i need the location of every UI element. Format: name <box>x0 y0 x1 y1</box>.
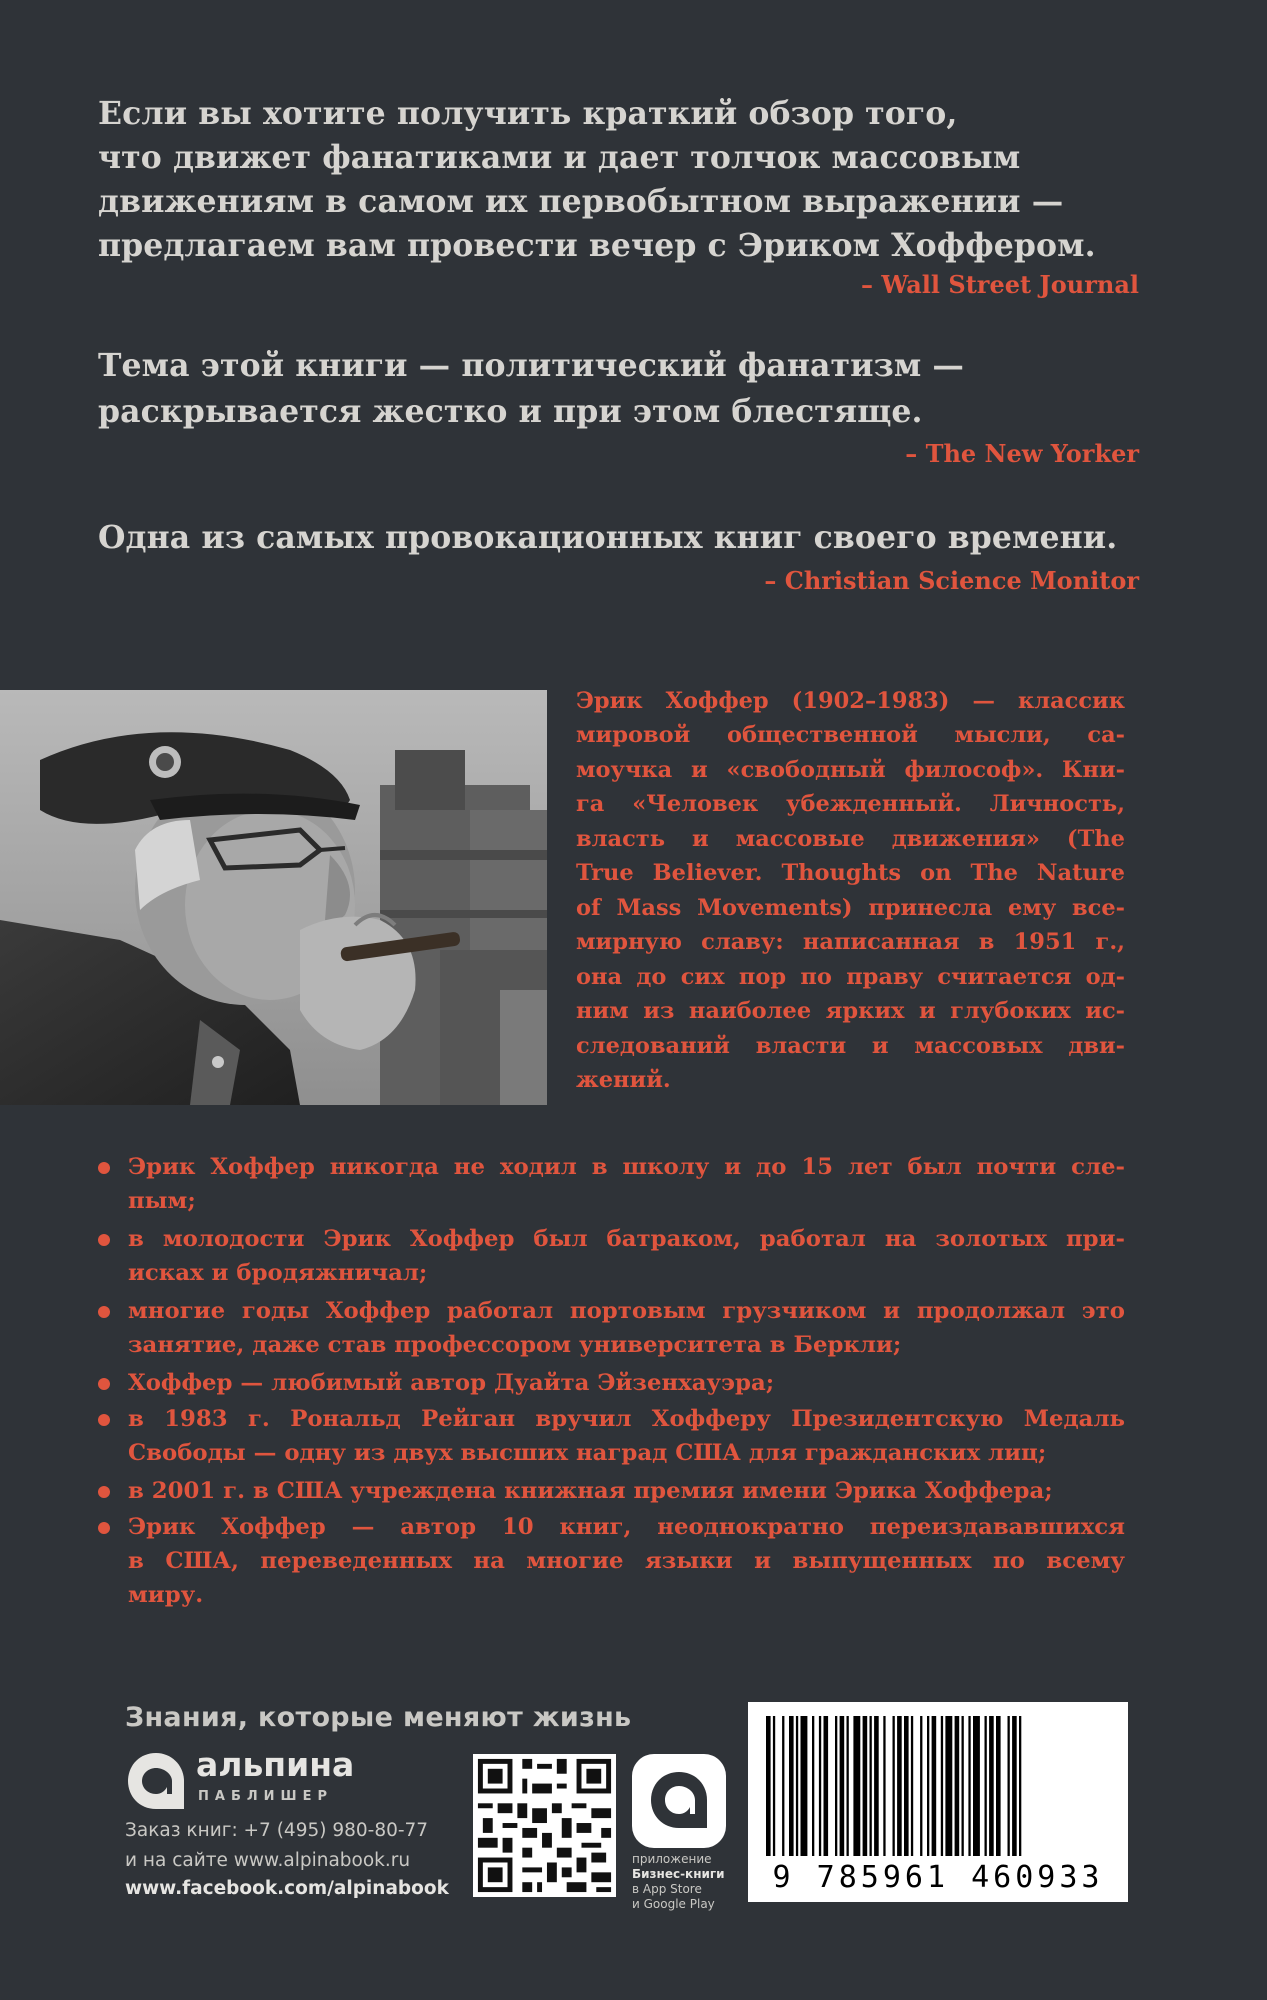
barcode-bar <box>962 1716 964 1856</box>
barcode-bar <box>782 1716 784 1856</box>
fact-line: миру. <box>128 1582 204 1608</box>
bio-line: True Believer. Thoughts on The Nature <box>576 860 1125 886</box>
fact-line: занятие, даже став профессором университета в Беркли; <box>128 1332 902 1358</box>
bullet-icon <box>98 1234 110 1246</box>
bio-line: ним из наиболее ярких и глубоких ис- <box>576 998 1125 1024</box>
bio-line: власть и массовые движения» (The <box>576 826 1125 852</box>
quote-line: раскрывается жестко и при этом блестяще. <box>98 393 923 430</box>
barcode-bar <box>955 1716 960 1856</box>
quote-line: Одна из самых провокационных книг своего времени. <box>98 519 1118 556</box>
barcode-bar <box>812 1716 814 1856</box>
app-store-label: в App Store <box>632 1882 702 1896</box>
barcode-bar <box>904 1716 909 1856</box>
bio-line: она до сих пор по праву считается од- <box>576 964 1125 990</box>
app-label: приложение <box>632 1852 712 1866</box>
barcode-bar <box>985 1716 987 1856</box>
publisher-name: альпина <box>196 1745 355 1784</box>
barcode-bar <box>874 1716 879 1856</box>
barcode-bar <box>863 1716 868 1856</box>
fact-line: пым; <box>128 1188 196 1214</box>
barcode-bar <box>897 1716 902 1856</box>
barcode-bar <box>932 1716 937 1856</box>
isbn-barcode <box>748 1702 1128 1902</box>
barcode-bar <box>989 1716 994 1856</box>
bio-line: моучка и «свободный философ». Кни- <box>576 757 1125 783</box>
barcode-bar <box>893 1716 895 1856</box>
fact-line: Эрик Хоффер — автор 10 книг, неоднократно переиздававшихся <box>128 1514 1125 1540</box>
business-books-app-icon <box>632 1754 726 1848</box>
barcode-bar <box>766 1716 771 1856</box>
barcode-bar <box>996 1716 1001 1856</box>
author-photo <box>0 690 547 1105</box>
barcode-bar <box>968 1716 970 1856</box>
fact-line: многие годы Хоффер работал портовым грузчиком и продолжал это <box>128 1298 1125 1324</box>
barcode-bar <box>796 1716 798 1856</box>
fact-line: Свободы — одну из двух высших наград США для гражданских лиц; <box>128 1440 1047 1466</box>
barcode-bar <box>941 1716 943 1856</box>
quote-source: – Christian Science Monitor <box>764 566 1139 595</box>
order-phone: Заказ книг: +7 (495) 980-80-77 <box>125 1820 429 1841</box>
bullet-icon <box>98 1378 110 1390</box>
alpina-logo-icon <box>125 1750 187 1812</box>
barcode-bar <box>819 1716 821 1856</box>
bio-line: мирную славу: написанная в 1951 г., <box>576 929 1125 955</box>
order-site: и на сайте www.alpinabook.ru <box>125 1850 411 1871</box>
bio-line: следований власти и массовых дви- <box>576 1033 1125 1059</box>
barcode-bar <box>801 1716 808 1856</box>
facebook-link: www.facebook.com/alpinabook <box>125 1878 449 1899</box>
bullet-icon <box>98 1486 110 1498</box>
bio-line: га «Человек убежденный. Личность, <box>576 791 1125 817</box>
fact-line: в США, переведенных на многие языки и выпущенных по всему <box>128 1548 1125 1574</box>
barcode-bar <box>927 1716 929 1856</box>
publisher-tagline: Знания, которые меняют жизнь <box>125 1702 632 1733</box>
fact-line: в 1983 г. Рональд Рейган вручил Хофферу Президентскую Медаль <box>128 1406 1125 1432</box>
bullet-icon <box>98 1162 110 1174</box>
barcode-bar <box>870 1716 872 1856</box>
barcode-bar <box>853 1716 860 1856</box>
fact-line: исках и бродяжничал; <box>128 1260 428 1286</box>
app-name: Бизнес-книги <box>632 1867 725 1881</box>
barcode-bars <box>748 1702 1128 1862</box>
barcode-bar <box>883 1716 885 1856</box>
barcode-bar <box>920 1716 922 1856</box>
bullet-icon <box>98 1414 110 1426</box>
bio-line: Эрик Хоффер (1902–1983) — классик <box>576 688 1125 714</box>
quote-source: – Wall Street Journal <box>861 270 1139 299</box>
barcode-bar <box>1012 1716 1017 1856</box>
barcode-bar <box>773 1716 775 1856</box>
barcode-bar <box>835 1716 837 1856</box>
quote-line: что движет фанатиками и дает толчок массовым <box>98 139 1021 176</box>
quote-line: движениям в самом их первобытном выражении — <box>98 183 1064 220</box>
qr-code-icon <box>473 1754 616 1897</box>
bio-line: of Mass Movements) принесла ему все- <box>576 895 1125 921</box>
bio-line: мировой общественной мысли, са- <box>576 722 1125 748</box>
quote-line: предлагаем вам провести вечер с Эриком Хоффером. <box>98 227 1096 264</box>
barcode-bar <box>945 1716 952 1856</box>
quote-source: – The New Yorker <box>905 439 1139 468</box>
barcode-bar <box>973 1716 980 1856</box>
barcode-bar <box>847 1716 849 1856</box>
google-play-label: и Google Play <box>632 1897 715 1911</box>
isbn-number: 9 785961 460933 <box>772 1860 1104 1895</box>
publisher-subtitle: ПАБЛИШЕР <box>198 1789 333 1804</box>
bullet-icon <box>98 1522 110 1534</box>
quote-line: Тема этой книги — политический фанатизм — <box>98 347 964 384</box>
fact-line: в 2001 г. в США учреждена книжная премия имени Эрика Хоффера; <box>128 1478 1053 1504</box>
fact-line: Эрик Хоффер никогда не ходил в школу и до 15 лет был почти сле- <box>128 1154 1125 1180</box>
bullet-icon <box>98 1306 110 1318</box>
bio-line: жений. <box>576 1067 671 1093</box>
barcode-bar <box>824 1716 829 1856</box>
app-logo-icon <box>632 1754 726 1848</box>
barcode-bar <box>789 1716 794 1856</box>
fact-line: в молодости Эрик Хоффер был батраком, работал на золотых при- <box>128 1226 1125 1252</box>
barcode-bar <box>1008 1716 1010 1856</box>
quote-line: Если вы хотите получить краткий обзор того, <box>98 95 958 132</box>
app-name-wrap <box>632 1867 725 1882</box>
barcode-bar <box>840 1716 845 1856</box>
barcode-bar <box>1019 1716 1021 1856</box>
author-photo-illustration <box>0 690 547 1105</box>
barcode-bar <box>911 1716 913 1856</box>
fact-line: Хоффер — любимый автор Дуайта Эйзенхауэра; <box>128 1370 775 1396</box>
